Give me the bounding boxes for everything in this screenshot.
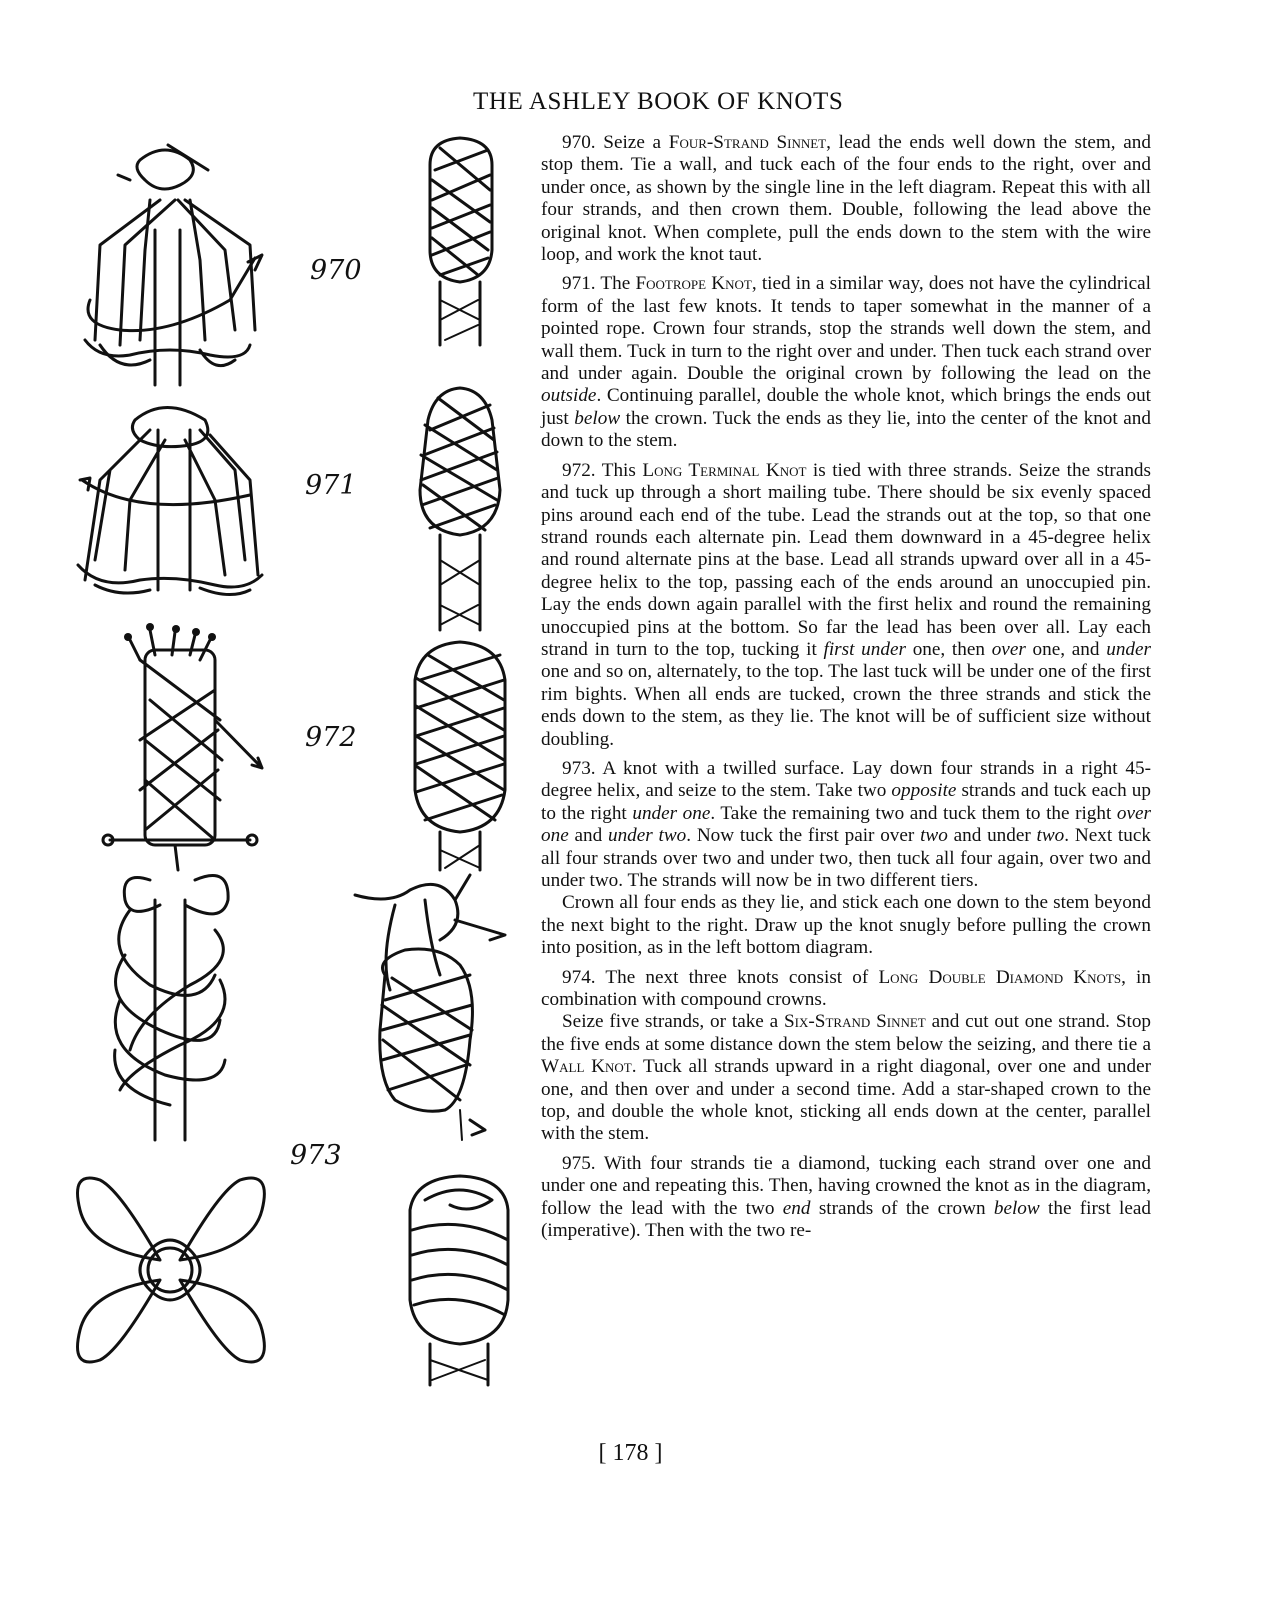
figure-label-972: 972 — [305, 722, 357, 753]
text-run: the crown. Tuck the ends as they lie, into the center of the knot and down to the stem. — [541, 407, 1151, 452]
paragraph — [541, 460, 1151, 751]
fig-971-left-diagram — [78, 408, 262, 595]
emphasis: under one — [632, 802, 711, 824]
text-run: . Continuing parallel, double the whole knot, which brings the ends out just — [541, 385, 1151, 429]
figure-label-970: 970 — [310, 255, 362, 286]
text-run: , tied in a similar way, does not have the cylindrical form of the last few knots. It tends to taper somewhat in the manner of a pointed rope. Crown four strands, stop the strands well down the stem, and wall them. Tuck in turn to the right over and under. Then tuck each strand over and under again. Double the original crown by following the lead on the — [541, 273, 1151, 385]
paragraph — [541, 132, 1151, 266]
text-run: strands of the crown — [810, 1197, 994, 1219]
text-run: Seize five strands, or take a — [562, 1011, 785, 1033]
paragraph-number: 974. — [562, 966, 596, 988]
emphasis: under two — [607, 825, 687, 847]
fig-973-right-knot — [410, 1176, 508, 1385]
paragraph-number: 970. — [562, 132, 596, 153]
text-run: Crown all four ends as they lie, and stick each one down to the stem beyond the next bight to the right. Draw up the knot snugly before pulling the crown into position, as in the left bottom diagram. — [541, 892, 1151, 959]
page-number: [ 178 ] — [598, 1440, 663, 1466]
paragraph — [541, 758, 1151, 892]
fig-973-crown-diagram — [78, 1178, 265, 1362]
text-run: . Take the remaining two and tuck them to the right — [710, 802, 1117, 824]
paragraph — [541, 1011, 1151, 1145]
paragraph-number: 971. — [562, 273, 596, 295]
knot-name: Six-Strand Sinnet — [784, 1011, 926, 1033]
fig-973-left-diagram — [115, 876, 228, 1141]
fig-973-middle-knot — [355, 875, 505, 1140]
knot-name: Footrope Knot — [635, 273, 752, 295]
emphasis: opposite — [891, 780, 957, 802]
fig-971-right-knot — [420, 388, 500, 630]
figure-label-971: 971 — [305, 470, 357, 501]
text-run: and cut out one strand. Stop the five ends at some distance down the stem below the seizing, and there tie a — [541, 1011, 1152, 1055]
paragraph — [541, 892, 1151, 959]
paragraph — [541, 1153, 1151, 1243]
knot-name: Four-Strand Sinnet — [668, 132, 827, 153]
text-run: one and so on, alternately, to the top. The last tuck will be under one of the first rim bights. When all ends are tucked, crown the three strands and stick the ends down to the stem, as they lie. The knot will be of sufficient size without doubling. — [541, 661, 1151, 750]
text-run: This — [595, 459, 643, 481]
text-run: Seize a — [595, 132, 669, 153]
text-run: the first lead (imperative). Then with the two re- — [541, 1197, 1151, 1242]
emphasis: over — [991, 638, 1026, 660]
paragraph-number: 973. — [562, 757, 596, 779]
text-run: The next three knots consist of — [595, 966, 879, 988]
fig-970-left-diagram — [85, 145, 262, 385]
paragraph-number: 975. — [562, 1152, 596, 1174]
text-run: strands and tuck each up to the right — [541, 780, 1151, 824]
fig-972-right-knot — [415, 642, 505, 870]
figure-label-973: 973 — [290, 1140, 342, 1171]
emphasis: end — [782, 1197, 811, 1219]
knot-name: Long Double Diamond Knots — [878, 966, 1122, 988]
paragraph — [541, 967, 1151, 1012]
page-header: THE ASHLEY BOOK OF KNOTS — [473, 88, 844, 115]
emphasis: first under — [823, 638, 906, 660]
emphasis: two — [1036, 825, 1065, 847]
text-run: . Now tuck the first pair over — [686, 825, 921, 847]
emphasis: over one — [541, 802, 1151, 847]
figure-column — [0, 0, 540, 1600]
text-run: one, then — [905, 638, 992, 660]
text-run: With four strands tie a diamond, tucking each strand over one and under one and repeating this. Then, having crowned the knot as in the diagram, follow the lead with the two — [541, 1152, 1151, 1219]
text-run: one, and — [1025, 638, 1107, 660]
paragraph-number: 972. — [562, 459, 596, 481]
text-run: . Next tuck all four strands over two and under two, then tuck all four again, over two and under two. The strands will now be in two different tiers. — [541, 825, 1151, 891]
text-run: , lead the ends well down the stem, and stop them. Tie a wall, and tuck each of the four ends to the right, over and under once, as shown by the single line in the left diagram. Repeat this with all four strands, and then crown them. Double, following the lead above the original knot. When complete, pull the ends down to the stem with the wire loop, and work the knot taut. — [541, 132, 1151, 266]
paragraph — [541, 273, 1151, 452]
body-text-column — [541, 132, 1151, 1250]
emphasis: two — [920, 825, 948, 847]
fig-972-left-diagram — [103, 623, 262, 870]
text-run: and — [568, 825, 608, 847]
text-run: The — [595, 273, 636, 295]
text-run: . Tuck all strands upward in a right diagonal, over one and under one, and then over and under a second time. Add a star-shaped crown to the top, and double the whole knot, sticking all ends down at the center, parallel with the stem. — [541, 1056, 1151, 1145]
emphasis: below — [993, 1197, 1040, 1219]
fig-970-right-knot — [430, 138, 492, 345]
emphasis: under — [1106, 638, 1151, 660]
emphasis: outside — [541, 385, 597, 407]
knot-name: Wall Knot — [541, 1056, 632, 1078]
knot-illustrations — [0, 0, 540, 1600]
text-run: , in combination with compound crowns. — [541, 966, 1151, 1011]
text-run: A knot with a twilled surface. Lay down four strands in a right 45-degree helix, and seize to the stem. Take two — [541, 757, 1151, 802]
text-run: and under — [947, 825, 1037, 847]
emphasis: below — [574, 407, 621, 429]
knot-name: Long Terminal Knot — [642, 459, 807, 481]
text-run: is tied with three strands. Seize the strands and tuck up through a short mailing tube. There should be six evenly spaced pins around each end of the tube. Lead the strands out at the top, so that one strand rounds each alternate pin. Lead them downward in a 45-degree helix and round alternate pins at the base. Lead all strands upward over all in a 45-degree helix to the top, passing each of the ends around an unoccupied pin. Lay the ends down again parallel with the first helix and round the remaining unoccupied pins at the bottom. So far the lead has been over all. Lay each strand in turn to the top, tucking it — [541, 459, 1151, 660]
